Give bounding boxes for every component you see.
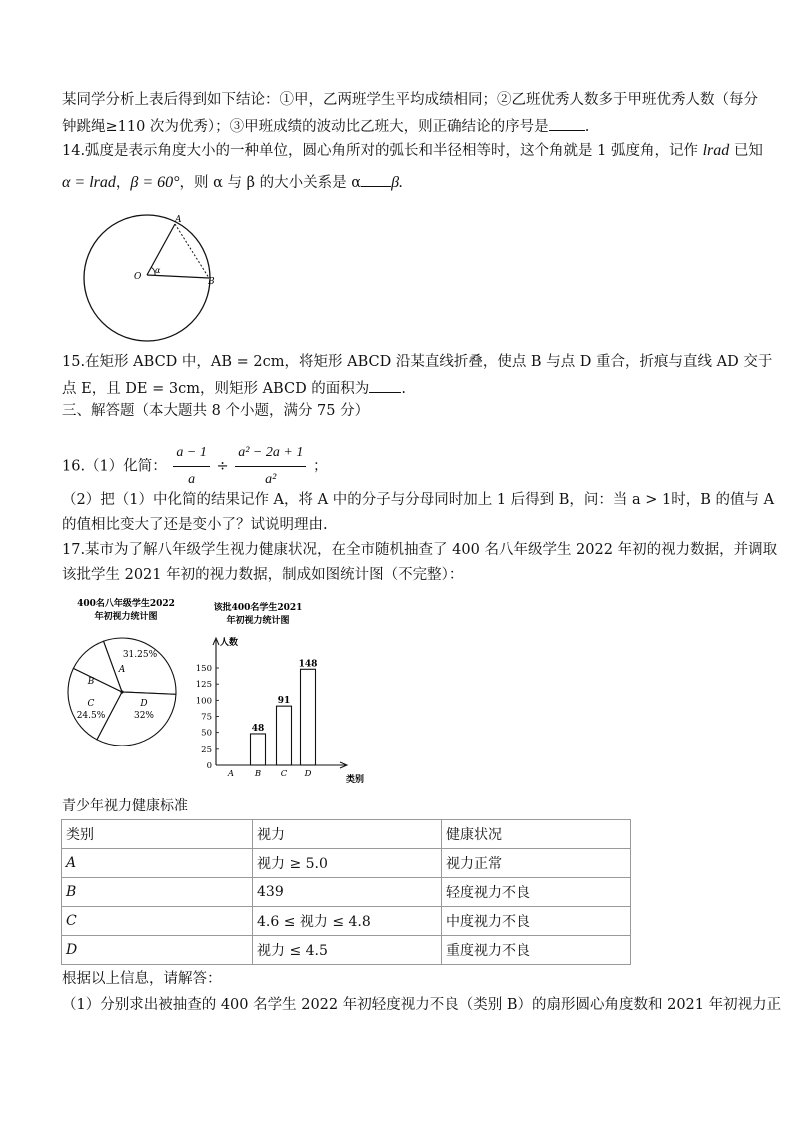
- y-tick-label: 75: [201, 712, 212, 723]
- q15-line-2: [62, 378, 406, 399]
- answer-blank: [549, 116, 585, 131]
- conclusion-line-2-text: 钟跳绳≥110 次为优秀）；③甲班成绩的波动比乙班大，则正确结论的序号是: [62, 119, 549, 135]
- divide-sign: ÷: [216, 458, 229, 475]
- bar-value-label-D: 148: [298, 659, 318, 670]
- bar-C: [277, 706, 292, 765]
- table-row: [62, 907, 631, 936]
- fraction-1: [173, 440, 209, 493]
- bar-chart: [196, 598, 371, 784]
- pie-title-line-1: 400名八年级学生2022: [77, 599, 175, 609]
- table-cell: 轻度视力不良: [442, 878, 631, 907]
- pie-chart: [60, 596, 195, 746]
- y-tick-label: 100: [196, 696, 212, 707]
- q16-part-1-end: ；: [312, 458, 328, 475]
- table-cell: 重度视力不良: [442, 936, 631, 965]
- q15-line-1: 15.在矩形 ABCD 中，AB = 2cm，将矩形 ABCD 沿某直线折叠，使点 B 与点 D 重合，折痕与直线 AD 交于: [62, 354, 773, 370]
- answer-blank: [369, 378, 401, 393]
- x-tick-label-C: C: [280, 769, 288, 779]
- y-tick-label: 50: [201, 728, 212, 739]
- table-cell: 439: [253, 878, 442, 907]
- q14-line-2: α = lrad，β = 60°，则 α 与 β 的大小关系是 α β.: [62, 174, 404, 191]
- q16-part-1-label: 16.（1）化简：: [62, 458, 167, 475]
- bar-B: [251, 734, 266, 765]
- pie-slice-A-percent: 31.25%: [122, 650, 158, 660]
- pie-slice-C-label: C: [87, 699, 95, 709]
- y-axis-label: 人数: [220, 638, 239, 648]
- conclusion-line-1: 某同学分析上表后得到如下结论：①甲，乙两班学生平均成绩相同；②乙班优秀人数多于甲班优秀人数（每分: [62, 92, 758, 108]
- fraction-1-numerator: a − 1: [176, 445, 207, 460]
- section-3-title: 三、解答题（本大题共 8 个小题，满分 75 分）: [62, 403, 370, 419]
- bar-title-line-1: 该批400名学生2021: [213, 603, 303, 613]
- table-body: [62, 820, 631, 965]
- fraction-2-denominator: a²: [235, 466, 306, 493]
- table-row: [62, 878, 631, 907]
- pie-slice-B-label: B: [87, 677, 95, 687]
- answer-part-1: （1）分别求出被抽查的 400 名学生 2022 年初轻度视力不良（类别 B）的扇形圆心角度数和 2021 年初视力正: [62, 997, 782, 1013]
- x-tick-label-D: D: [304, 769, 312, 779]
- x-tick-label-B: B: [254, 769, 262, 779]
- q14-line-1-text: 14.弧度是表示角度大小的一种单位，圆心角所对的弧长和半径相等时，这个角就是 1 弧度角，记作: [62, 143, 698, 159]
- q15-line-2-text: 点 E，且 DE = 3cm，则矩形 ABCD 的面积为: [62, 381, 370, 397]
- circle-outline: [84, 215, 210, 341]
- answer-intro: 根据以上信息，请解答：: [62, 971, 222, 987]
- q16-part-1: [62, 440, 327, 493]
- q16-part-2-line-1: （2）把（1）中化简的结果记作 A，将 A 中的分子与分母同时加上 1 后得到 B，问：当 a > 1时，B 的值与 A: [62, 492, 775, 508]
- q14-compare-text: ，则 α 与 β 的大小关系是 α: [179, 175, 362, 191]
- conclusion-line-2: [62, 116, 589, 137]
- bar-value-label-B: 48: [251, 723, 265, 734]
- q14-alpha-eq: α = lrad: [62, 174, 116, 191]
- fraction-1-denominator: a: [173, 466, 209, 493]
- fraction-2: [235, 440, 306, 493]
- radius-OB: [147, 275, 209, 278]
- table-caption: 青少年视力健康标准: [62, 798, 188, 814]
- y-tick-label: 25: [201, 744, 212, 755]
- pie-title-line-2: 年初视力统计图: [94, 612, 158, 622]
- pie-center-dot: [120, 690, 123, 693]
- bar-title-line-2: 年初视力统计图: [226, 616, 290, 626]
- x-tick-label-A: A: [227, 769, 235, 779]
- bar-D: [301, 669, 316, 765]
- q17-line-1: 17.某市为了解八年级学生视力健康状况，在全市随机抽查了 400 名八年级学生 2022 年初的视力数据，并调取: [62, 542, 778, 558]
- bar-value-label-C: 91: [277, 696, 291, 707]
- table-header-row: [62, 820, 631, 849]
- fraction-2-numerator: a² − 2a + 1: [238, 445, 304, 460]
- table-cell: 视力正常: [442, 849, 631, 878]
- angle-alpha-label: α: [155, 266, 161, 275]
- q14-compare-end: β.: [391, 174, 404, 191]
- table-cell: 4.6 ≤ 视力 ≤ 4.8: [253, 907, 442, 936]
- pie-slice-D-percent: 32%: [133, 711, 155, 721]
- q16-part-2-line-2: 的值相比变大了还是变小了？试说明理由.: [62, 517, 328, 533]
- point-B-label: B: [208, 277, 215, 287]
- q14-circle-figure: [78, 212, 220, 344]
- q15-line-2-end: .: [401, 381, 406, 397]
- table-header-cell: 视力: [253, 820, 442, 849]
- x-axis-label: 类别: [346, 775, 365, 784]
- answer-blank: [361, 172, 391, 187]
- table-header-cell: 类别: [62, 820, 253, 849]
- q14-beta-eq: β = 60°: [130, 174, 180, 191]
- point-O-label: O: [134, 272, 142, 282]
- q14-line-1: [62, 141, 763, 161]
- table-cell: B: [62, 878, 253, 907]
- pie-slice-D-label: D: [140, 699, 148, 709]
- table-row: [62, 936, 631, 965]
- conclusion-line-2-end: .: [584, 119, 590, 135]
- table-cell: 中度视力不良: [442, 907, 631, 936]
- q17-line-2: 该批学生 2021 年初的视力数据，制成如图统计图（不完整）：: [62, 567, 464, 583]
- y-tick-label: 0: [206, 761, 212, 771]
- y-tick-label: 150: [196, 664, 212, 674]
- q14-unit: lrad: [702, 142, 730, 159]
- table-cell: C: [62, 907, 253, 936]
- q14-line-1-end: 已知: [733, 143, 763, 159]
- pie-slice-A-label: A: [118, 665, 126, 675]
- vision-standard-table: [61, 819, 631, 965]
- table-row: [62, 849, 631, 878]
- point-A-label: A: [175, 215, 182, 225]
- table-cell: A: [62, 849, 253, 878]
- pie-slice-C-percent: 24.5%: [76, 711, 106, 721]
- table-cell: 视力 ≥ 5.0: [253, 849, 442, 878]
- y-tick-label: 125: [196, 680, 212, 691]
- table-cell: D: [62, 936, 253, 965]
- table-cell: 视力 ≤ 4.5: [253, 936, 442, 965]
- table-header-cell: 健康状况: [442, 820, 631, 849]
